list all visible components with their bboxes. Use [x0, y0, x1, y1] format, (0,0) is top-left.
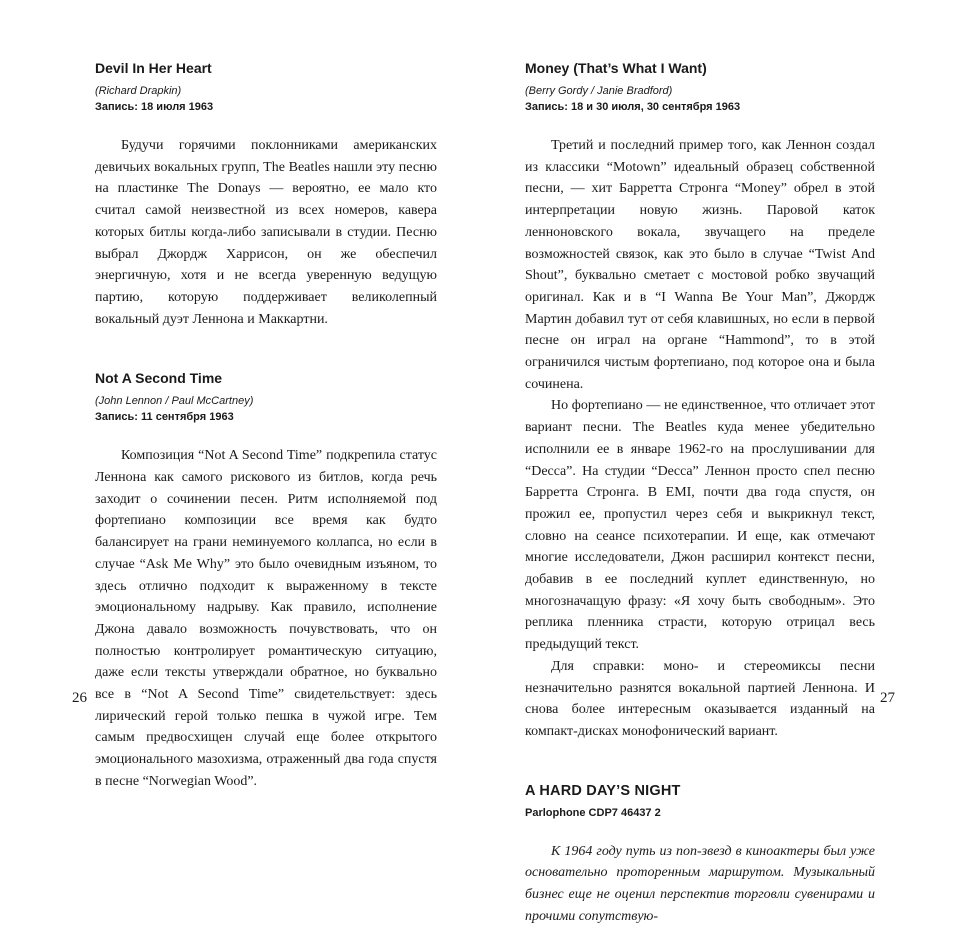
- paragraph: Для справки: моно- и стереомиксы песни незначительно разнятся вокальной партией Леннона. И снова более интересным оказывается изданный на компакт-дисках монофонический вариант.: [525, 658, 875, 739]
- recording-date: Запись: 11 сентября 1963: [95, 411, 234, 424]
- paragraph: Будучи горячими поклонниками американских девичьих вокальных групп, The Beatles нашли эту песню на пластинке The Donays — вероятно, ее мало кто считал самой неизвестной из всех номеров, кавера которых битлы когда-либо записывали в студии. Песню выбрал Джордж Харрисон, он же обеспечил энергичную, хотя и не всегда уверенную ведущую партию, которую поддерживает великолепный вокальный дуэт Леннона и Маккартни.: [95, 138, 437, 327]
- album-title: A HARD DAY’S NIGHT: [525, 782, 681, 799]
- song-credits: (Berry Gordy / Janie Bradford): [525, 85, 673, 97]
- page-number: 27: [880, 690, 895, 706]
- song-title: Devil In Her Heart: [95, 60, 212, 76]
- paragraph: Композиция “Not A Second Time” подкрепила статус Леннона как самого рискового из битлов, когда речь заходит о сочинении песен. Ритм исполняемой под фортепиано композиции все время как будто балансирует на грани неминуемого коллапса, но если в случае “Ask Me Why” это было очевидным изъяном, то здесь отлично подходит к выраженному в тексте эмоциональному надрыву. Как правило, исполнение Джона давало возможность почувствовать, что он полностью контролирует романтическую ситуацию, даже если тексты утверждали обратное, но буквально все в “Not A Second Time” свидетельствует: здесь лирический герой только пешка в чужой игре. Тем самым предвосхищен случай еще более открытого эмоционального мазохизма, отраженный два года спустя в песне “Norwegian Wood”.: [95, 448, 437, 789]
- song-credits: (John Lennon / Paul McCartney): [95, 395, 254, 408]
- song-entry-not-a-second-time: [95, 368, 437, 792]
- right-column: [525, 58, 875, 928]
- recording-date: Запись: 18 и 30 июля, 30 сентября 1963: [525, 101, 741, 113]
- recording-date: Запись: 18 июля 1963: [95, 101, 214, 113]
- song-title: Not A Second Time: [95, 370, 223, 387]
- song-title: Money (That’s What I Want): [525, 60, 707, 76]
- paragraph: Третий и последний пример того, как Леннон создал из классики “Motown” идеальный образец собственной песни, — хит Барретта Стронга “Money” обрел в этой интерпретации новую жизнь. Паровой каток ленноновского вокала, звучащего на пределе возможностей связок, как это было в случае “Twist And Shout”, буквально сметает с мостовой робко звучащий оригинал. Как и в “I Wanna Be Your Man”, Джордж Мартин добавил тут от себя клавишных, но если в первой песне он играл на органе “Hammond”, то в этой ограничился чистым фортепиано, под которое она и была сочинена.: [525, 138, 875, 392]
- right-page: [480, 0, 960, 924]
- song-entry-money: [525, 58, 875, 743]
- paragraph: Но фортепиано — не единственное, что отличает этот вариант песни. The Beatles куда менее убедительно исполнили ее в январе 1962-го на прослушивании для “Decca”. На студии “Decca” Леннон просто спел песню Барретта Стронга. В EMI, почти два года спустя, он прожил ее, пропустил через себя и выкрикнул текст, словно на сеансе психотерапии. И еще, как отмечают многие исследователи, Джон расширил контекст песни, добавив в ее последний куплет единственную, но многозначащую фразу: «Я хочу быть свободным». Это реплика пленника страсти, которую отрицал весь предыдущий текст.: [525, 398, 875, 653]
- left-page: [0, 0, 480, 789]
- catalog-number: Parlophone CDP7 46437 2: [525, 806, 661, 819]
- left-column: [95, 58, 437, 793]
- album-intro: К 1964 году путь из поп-звезд в киноактеры был уже основательно проторенным маршрутом. Музыкальный бизнес еще не оценил перспектив торговли сувенирами и прочими сопутствую-: [525, 843, 875, 924]
- song-credits: (Richard Drapkin): [95, 85, 182, 97]
- album-entry-a-hard-days-night: [525, 781, 875, 928]
- page-number: 26: [72, 690, 87, 706]
- song-entry-devil-in-her-heart: [95, 58, 437, 330]
